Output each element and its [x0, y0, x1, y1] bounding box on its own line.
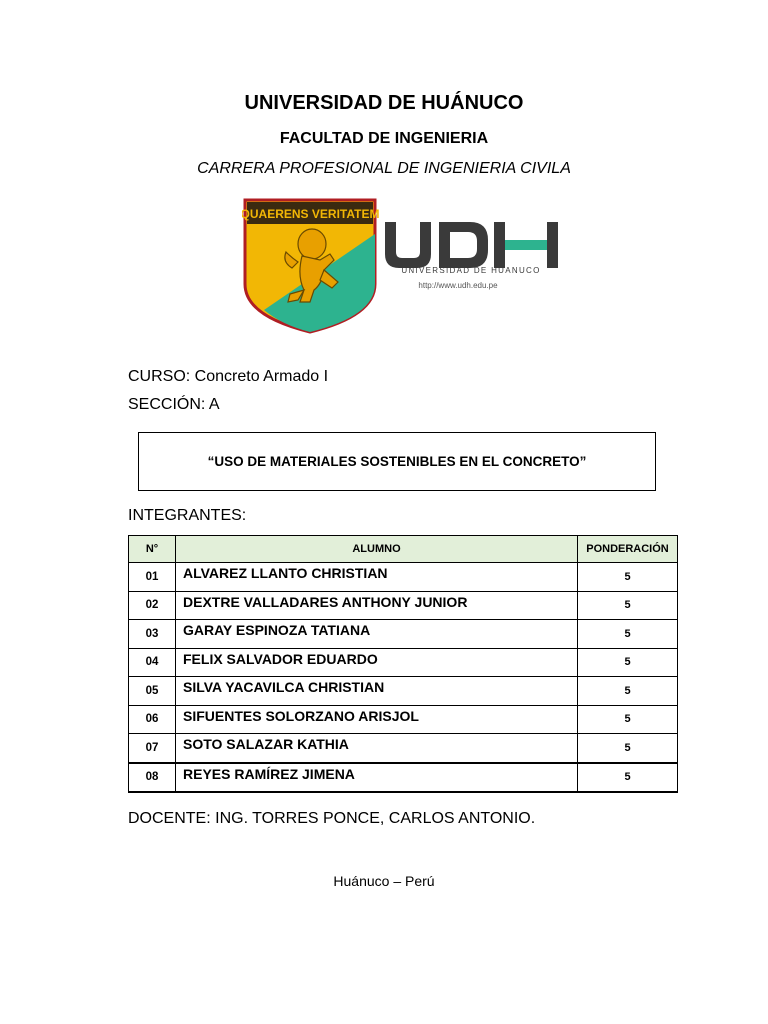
row-name: ALVAREZ LLANTO CHRISTIAN [176, 563, 578, 592]
udh-url: http://www.udh.edu.pe [418, 281, 498, 290]
career-title: CARRERA PROFESIONAL DE INGENIERIA CIVILA [197, 160, 571, 177]
row-num: 06 [129, 705, 176, 734]
faculty-title: FACULTAD DE INGENIERIA [279, 130, 489, 147]
row-ponderacion: 5 [578, 763, 678, 793]
header-alumno: ALUMNO [176, 536, 578, 563]
row-name: REYES RAMÍREZ JIMENA [176, 763, 578, 793]
shield-motto: QUAERENS VERITATEM [242, 207, 380, 221]
row-ponderacion: 5 [578, 620, 678, 649]
udh-logo [242, 198, 572, 334]
row-num: 03 [129, 620, 176, 649]
table-row [129, 648, 678, 677]
table-row [129, 563, 678, 592]
udh-letters [385, 222, 558, 268]
row-num: 01 [129, 563, 176, 592]
table-row [129, 705, 678, 734]
row-name: GARAY ESPINOZA TATIANA [176, 620, 578, 649]
university-title: UNIVERSIDAD DE HUÁNUCO [244, 92, 524, 114]
row-num: 04 [129, 648, 176, 677]
project-title-box [138, 432, 656, 491]
members-table [128, 535, 678, 793]
table-row [129, 763, 678, 793]
udh-subtitle: UNIVERSIDAD DE HUANUCO [401, 266, 541, 275]
row-ponderacion: 5 [578, 563, 678, 592]
table-row [129, 591, 678, 620]
row-ponderacion: 5 [578, 705, 678, 734]
row-name: FELIX SALVADOR EDUARDO [176, 648, 578, 677]
place-text: Huánuco – Perú [333, 873, 435, 889]
row-ponderacion: 5 [578, 648, 678, 677]
table-header-row [129, 536, 678, 563]
row-num: 05 [129, 677, 176, 706]
row-ponderacion: 5 [578, 591, 678, 620]
teacher-name: DOCENTE: ING. TORRES PONCE, CARLOS ANTONIO. [128, 810, 536, 827]
shield-crest [242, 200, 379, 332]
row-name: SIFUENTES SOLORZANO ARISJOL [176, 705, 578, 734]
section-name: SECCIÓN: A [128, 396, 220, 413]
row-num: 02 [129, 591, 176, 620]
row-num: 08 [129, 763, 176, 793]
members-heading: INTEGRANTES: [128, 507, 247, 524]
udh-logo-image [242, 198, 572, 334]
course-name: CURSO: Concreto Armado I [128, 368, 329, 385]
project-title: “USO DE MATERIALES SOSTENIBLES EN EL CONCRETO” [207, 454, 587, 469]
row-ponderacion: 5 [578, 734, 678, 763]
table-row [129, 734, 678, 763]
table-row [129, 677, 678, 706]
row-name: SILVA YACAVILCA CHRISTIAN [176, 677, 578, 706]
row-name: SOTO SALAZAR KATHIA [176, 734, 578, 763]
table-row [129, 620, 678, 649]
row-num: 07 [129, 734, 176, 763]
row-ponderacion: 5 [578, 677, 678, 706]
header-ponderacion: PONDERACIÓN [578, 536, 678, 563]
header-num: N° [129, 536, 176, 563]
row-name: DEXTRE VALLADARES ANTHONY JUNIOR [176, 591, 578, 620]
